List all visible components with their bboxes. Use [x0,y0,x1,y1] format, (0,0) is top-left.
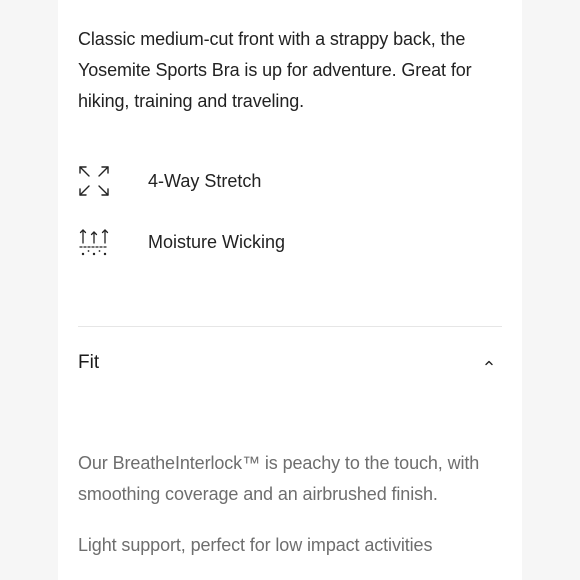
expand-arrows-icon [78,165,110,197]
description-line: hiking, training and traveling. [78,91,305,111]
section-divider [78,326,502,327]
feature-moisture-wicking [78,222,498,262]
fit-support-text: Light support, perfect for low impact activities [78,535,433,555]
fit-description [78,448,508,510]
moisture-wicking-icon [78,226,110,258]
fit-accordion-header[interactable] [78,344,502,382]
fit-line: smoothing coverage and an airbrushed finish. [78,484,438,504]
description-line: Yosemite Sports Bra is up for adventure. Great for [78,60,472,80]
product-details-panel [58,0,522,580]
feature-label: Moisture Wicking [148,231,286,252]
feature-label: 4-Way Stretch [148,170,262,191]
description-line: Classic medium-cut front with a strappy back, the [78,29,466,49]
chevron-up-icon[interactable] [482,356,496,370]
product-description [78,24,498,117]
fit-title: Fit [78,352,100,373]
feature-4-way-stretch [78,161,498,201]
fit-line: Our BreatheInterlock™ is peachy to the touch, with [78,453,480,473]
